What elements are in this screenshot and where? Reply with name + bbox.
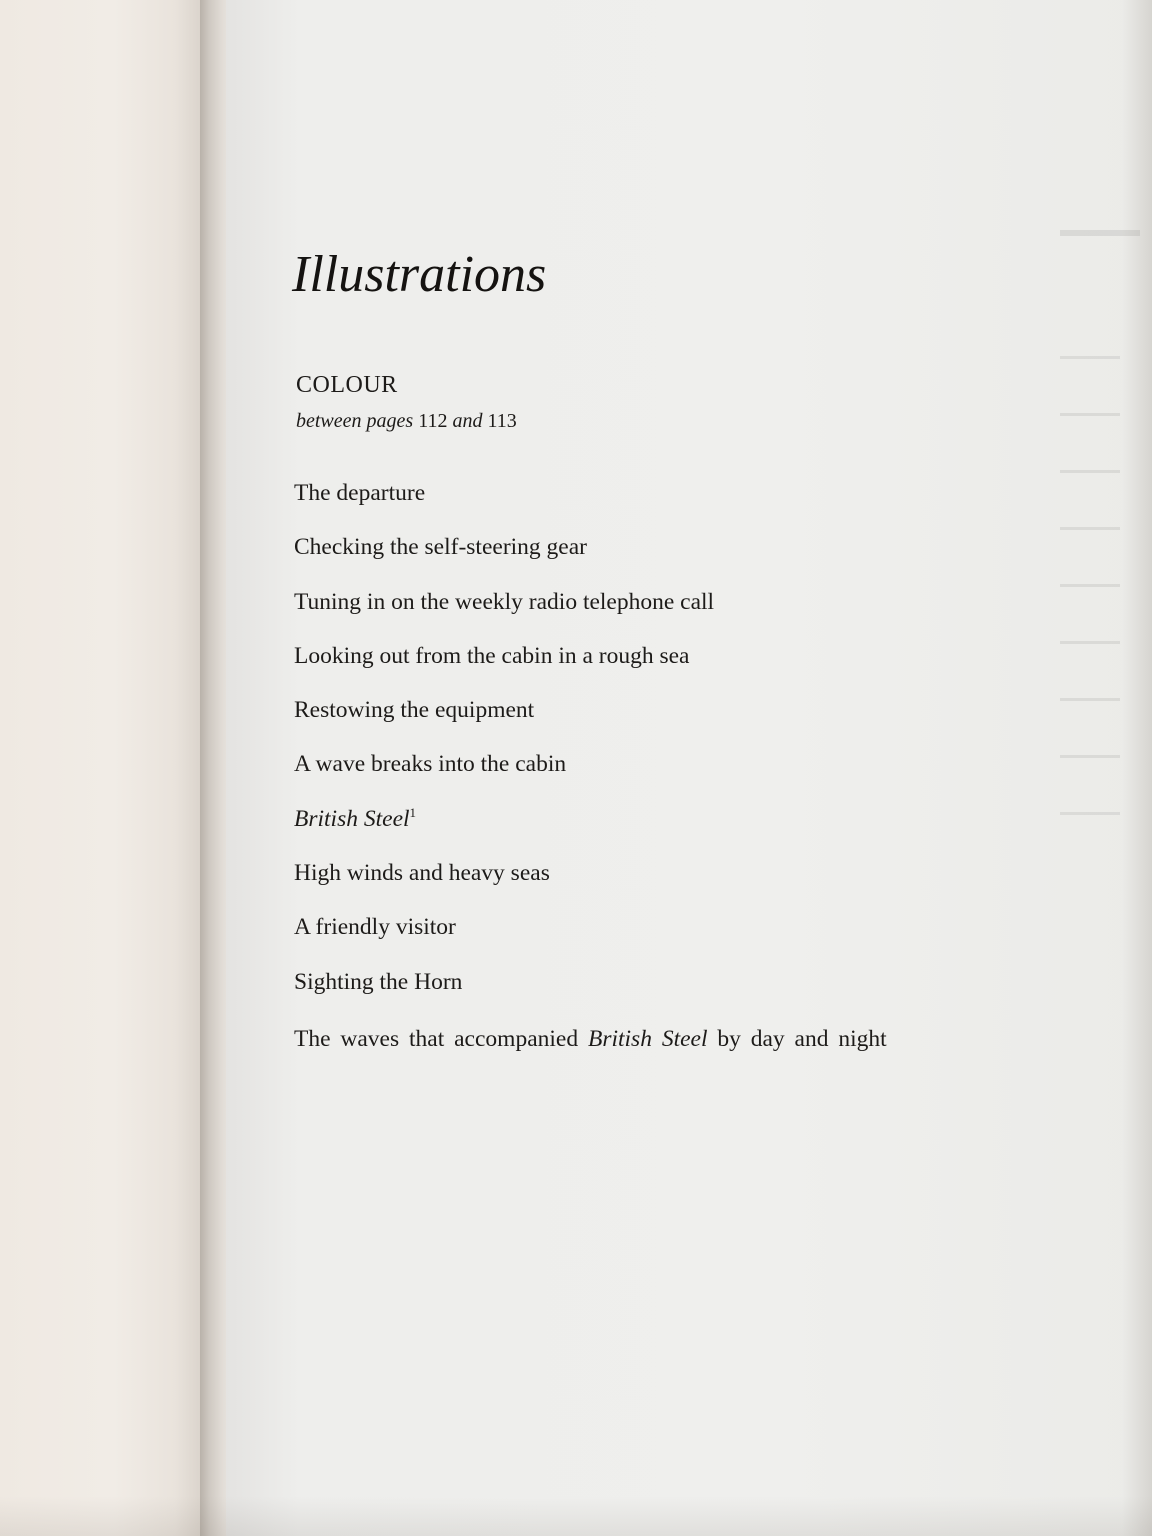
- footnote-marker: 1: [409, 804, 417, 820]
- page-edge-shadow: [1122, 0, 1152, 1536]
- list-item: A wave breaks into the cabin: [294, 751, 567, 778]
- list-item: Restowing the equipment: [294, 697, 535, 724]
- range-end: 113: [487, 410, 517, 432]
- section-heading: COLOUR: [296, 372, 398, 398]
- range-start: 112: [418, 410, 448, 432]
- list-item: Tuning in on the weekly radio telephone call: [294, 588, 715, 615]
- list-item: [294, 806, 934, 860]
- list-item: The departure: [294, 480, 426, 506]
- left-page: [0, 0, 206, 1536]
- list-item: Looking out from the cabin in a rough sea: [294, 642, 690, 669]
- list-item: A friendly visitor: [294, 914, 456, 941]
- range-prefix: between pages: [296, 410, 414, 432]
- item-italic: British Steel: [587, 1025, 708, 1052]
- bottom-shadow: [0, 1496, 1152, 1536]
- list-item: Checking the self-steering gear: [294, 534, 587, 561]
- illustration-list: [294, 480, 934, 1051]
- item-text-after: by day and night: [717, 1025, 887, 1052]
- list-item: [294, 1027, 916, 1051]
- range-joiner: and: [452, 410, 483, 432]
- item-italic: British Steel: [294, 805, 410, 832]
- section-page-range: [296, 410, 517, 433]
- item-text-before: The waves that accompanied: [294, 1025, 579, 1052]
- list-item: High winds and heavy seas: [294, 860, 550, 887]
- page-title: Illustrations: [292, 246, 547, 303]
- list-item: Sighting the Horn: [294, 968, 463, 995]
